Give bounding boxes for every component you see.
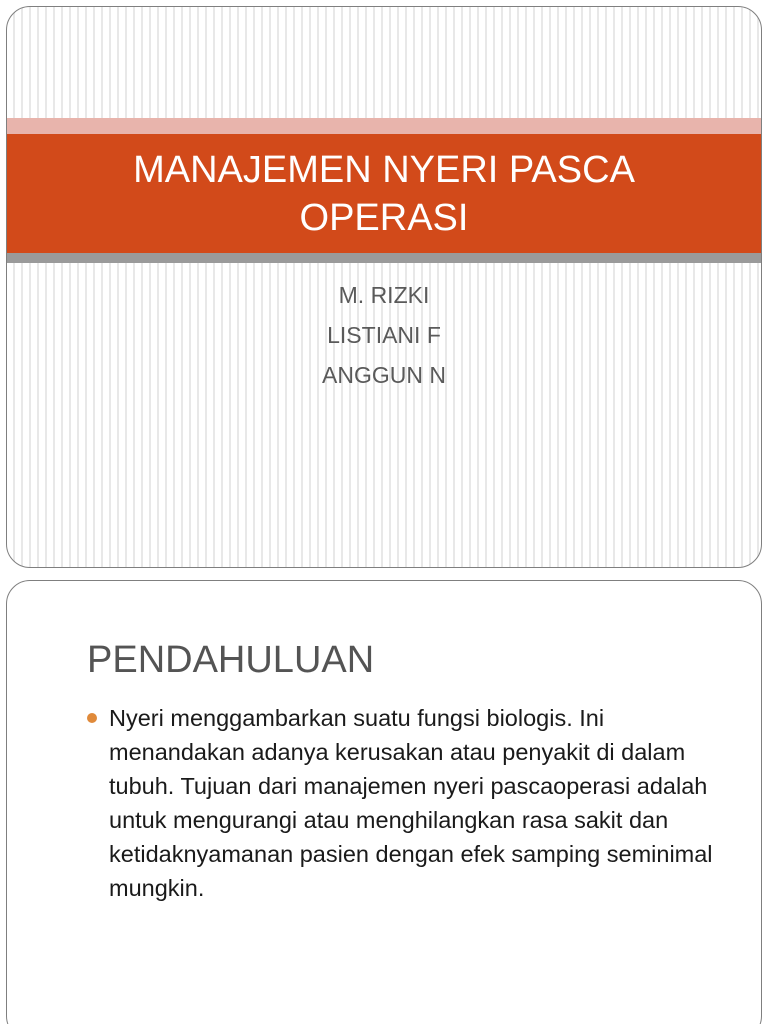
- accent-band-bottom: [7, 253, 761, 263]
- bullet-icon: [87, 713, 97, 723]
- title-slide: [6, 6, 762, 568]
- title-band: [7, 134, 761, 253]
- accent-band-top: [7, 118, 761, 134]
- content-slide: [6, 580, 762, 1024]
- author-name: M. RIZKI: [338, 282, 430, 308]
- section-heading: PENDAHULUAN: [87, 639, 375, 681]
- bullet-list: [87, 701, 727, 905]
- list-item: [87, 701, 727, 905]
- author-name: ANGGUN N: [322, 362, 446, 388]
- author-name: LISTIANI F: [327, 322, 441, 348]
- slide-title: MANAJEMEN NYERI PASCA OPERASI: [133, 148, 635, 239]
- bullet-text: Nyeri menggambarkan suatu fungsi biologis. Ini menandakan adanya kerusakan atau penyakit di dalam tubuh. Tujuan dari manajemen nyeri pascaoperasi adalah untuk mengurangi atau menghilangkan rasa sakit dan ketidaknyamanan pasien dengan efek samping seminimal mungkin.: [109, 705, 713, 901]
- author-list: [7, 275, 761, 395]
